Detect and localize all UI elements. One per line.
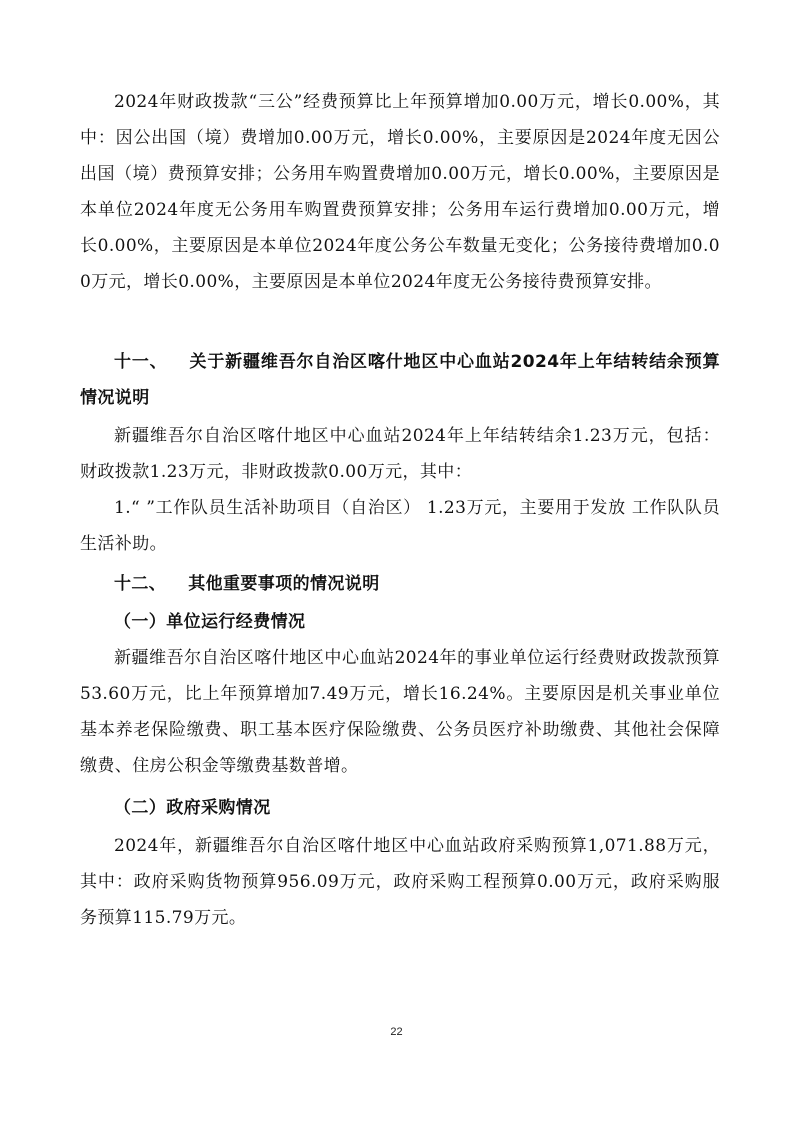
carryover-paragraph: 新疆维吾尔自治区喀什地区中心血站2024年上年结转结余1.23万元，包括：财政拨款1.23万元，非财政拨款0.00万元，其中： [80, 426, 720, 482]
procurement-paragraph: 2024年，新疆维吾尔自治区喀什地区中心血站政府采购预算1,071.88万元，其中：政府采购货物预算956.09万元，政府采购工程预算0.00万元，政府采购服务预算115.79万元。 [80, 836, 720, 928]
subsection-procurement-heading: （二）政府采购情况 [114, 798, 271, 818]
section-11-title: 关于新疆维吾尔自治区喀什地区中心血站2024年上年结转结余预算情况说明 [80, 352, 720, 408]
section-12-heading [80, 566, 720, 602]
three-public-expenses-paragraph: 2024年财政拨款“三公”经费预算比上年预算增加0.00万元，增长0.00%，其中：因公出国（境）费增加0.00万元，增长0.00%，主要原因是2024年度无因公出国（境）费预算安排；公务用车购置费增加0.00万元，增长0.00%，主要原因是本单位2024年度无公务用车购置费预算安排；公务用车运行费增加0.00万元，增长0.00%，主要原因是本单位2024年度公务公车数量无变化；公务接待费增加0.00万元，增长0.00%，主要原因是本单位2024年度无公务接待费预算安排。 [80, 92, 720, 292]
section-12-title: 其他重要事项的情况说明 [188, 574, 380, 594]
carryover-item-paragraph: 1.“ ”工作队员生活补助项目（自治区） 1.23万元，主要用于发放 工作队队员生活补助。 [80, 498, 720, 554]
page-number: 22 [390, 1026, 403, 1038]
subsection-operating-costs-heading: （一）单位运行经费情况 [114, 612, 306, 632]
section-11-heading [80, 344, 720, 416]
section-11-number: 十一、 [114, 352, 168, 372]
section-12-number: 十二、 [114, 574, 167, 594]
operating-costs-paragraph: 新疆维吾尔自治区喀什地区中心血站2024年的事业单位运行经费财政拨款预算53.60万元，比上年预算增加7.49万元，增长16.24%。主要原因是机关事业单位基本养老保险缴费、职工基本医疗保险缴费、公务员医疗补助缴费、其他社会保障缴费、住房公积金等缴费基数普增。 [80, 648, 720, 776]
